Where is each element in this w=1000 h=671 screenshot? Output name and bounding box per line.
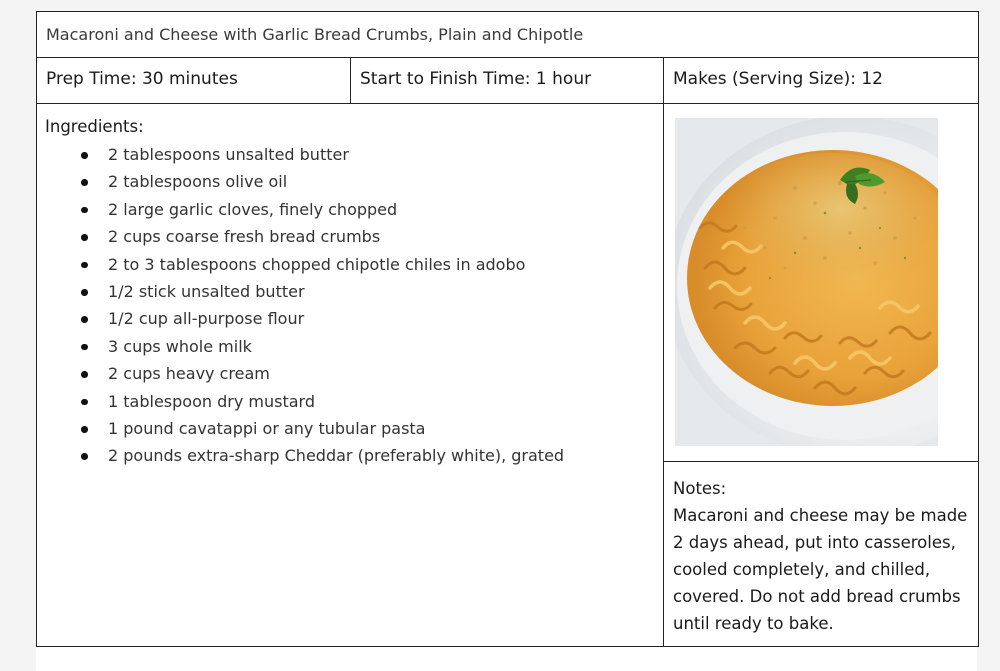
ingredient-item: 1 pound cavatappi or any tubular pasta	[45, 415, 655, 442]
recipe-table	[36, 11, 979, 647]
recipe-title: Macaroni and Cheese with Garlic Bread Crumbs, Plain and Chipotle	[37, 12, 979, 58]
mac-and-cheese-photo	[675, 118, 938, 446]
ingredient-item: 1 tablespoon dry mustard	[45, 388, 655, 415]
ingredients-heading: Ingredients:	[45, 117, 144, 136]
ingredient-item: 1/2 stick unsalted butter	[45, 278, 655, 305]
notes-section	[664, 462, 979, 647]
notes-text: Macaroni and cheese may be made 2 days ahead, put into casseroles, cooled completely, and chilled, covered. Do not add bread crumbs until ready to bake.	[673, 506, 968, 633]
ingredient-item: 3 cups whole milk	[45, 333, 655, 360]
ingredient-item: 2 large garlic cloves, finely chopped	[45, 196, 655, 223]
recipe-document	[36, 11, 977, 671]
prep-time: Prep Time: 30 minutes	[37, 58, 351, 104]
serving-size: Makes (Serving Size): 12	[664, 58, 979, 104]
ingredient-item: 2 cups heavy cream	[45, 360, 655, 387]
ingredient-item: 2 pounds extra-sharp Cheddar (preferably white), grated	[45, 442, 655, 469]
notes-heading: Notes:	[673, 479, 727, 498]
photo-section	[664, 104, 979, 462]
ingredient-item: 1/2 cup all-purpose flour	[45, 305, 655, 332]
ingredients-section	[37, 104, 664, 647]
ingredients-list	[45, 141, 655, 470]
ingredient-item: 2 tablespoons unsalted butter	[45, 141, 655, 168]
ingredient-item: 2 tablespoons olive oil	[45, 168, 655, 195]
ingredient-item: 2 cups coarse fresh bread crumbs	[45, 223, 655, 250]
start-to-finish-time: Start to Finish Time: 1 hour	[351, 58, 664, 104]
ingredient-item: 2 to 3 tablespoons chopped chipotle chiles in adobo	[45, 251, 655, 278]
